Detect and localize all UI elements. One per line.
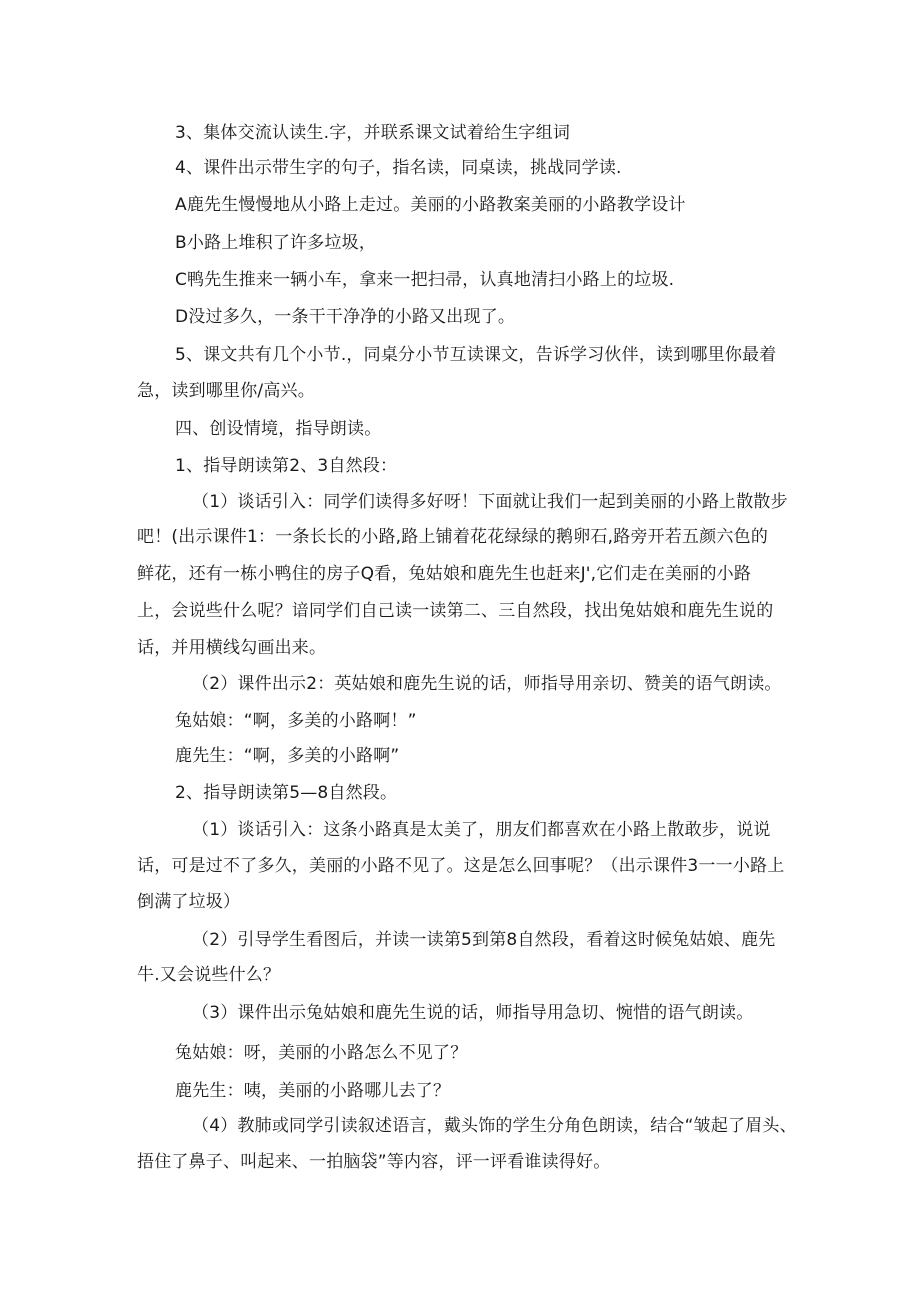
text-line: （1）谈话引入：同学们读得多好呀！下面就让我们一起到美丽的小路上散散步 (192, 492, 788, 512)
text-line: （2）引导学生看图后，并读一读第5到第8自然段，看着这时候兔姑娘、鹿先 (192, 930, 776, 950)
text-line: （4）教肺或同学引读叙述语言，戴头饰的学生分角色朗读，结合“皱起了眉头、 (192, 1116, 797, 1136)
text-line: 倒满了垃圾） (137, 892, 241, 912)
text-line: 2、指导朗读第5—8自然段。 (175, 783, 398, 803)
dialogue-line: 鹿先生：“啊，多美的小路啊” (175, 746, 400, 766)
text-line: （2）课件出示2：英姑娘和鹿先生说的话，师指导用亲切、赞美的语气朗读。 (192, 674, 782, 694)
section-heading: 四、创设情境，指导朗读。 (175, 419, 382, 439)
text-line: 急，读到哪里你/高兴。 (137, 381, 315, 401)
text-line: 话，可是过不了多久，美丽的小路不见了。这是怎么回事呢？（出示课件3一一小路上 (137, 856, 785, 876)
text-line: 话，并用横线勾画出来。 (137, 638, 327, 658)
text-line: （1）谈话引入：这条小路真是太美了，朋友们都喜欢在小路上散敢步，说说 (192, 820, 771, 840)
text-line: 牛.又会说些什么？ (137, 965, 281, 985)
text-line: 1、指导朗读第2、3自然段： (175, 456, 398, 476)
text-line: B小路上堆积了许多垃圾， (175, 233, 377, 253)
text-line: 吧！(出示课件1：一条长长的小路,路上铺着花花绿绿的鹅卵石,路旁开若五颜六色的 (137, 527, 769, 547)
dialogue-line: 兔姑娘：呀，美丽的小路怎么不见了？ (175, 1043, 468, 1063)
text-line: 上，会说些什么呢？谙同学们自己读一读第二、三自然段，找出兔姑娘和鹿先生说的 (137, 601, 774, 621)
text-line: 3、集体交流认读生.字，并联系课文试着给生字组词 (175, 123, 571, 143)
text-line: 捂住了鼻子、叫起来、一拍脑袋”等内容，评一评看谁读得好。 (137, 1152, 611, 1172)
dialogue-line: 兔姑娘：“啊，多美的小路啊！” (175, 711, 417, 731)
text-line: D没过多久，一条干干净净的小路又出现了。 (175, 307, 516, 327)
text-line: （3）课件出示兔姑娘和鹿先生说的话，师指导用急切、惋惜的语气朗读。 (192, 1003, 754, 1023)
text-line: 4、课件出示带生字的句子，指名读，同桌读，挑战同学读. (175, 158, 622, 178)
text-line: C鸭先生推来一辆小车，拿来一把扫帚，认真地清扫小路上的垃圾. (175, 270, 675, 290)
text-line: A鹿先生慢慢地从小路上走过。美丽的小路教案美丽的小路教学设计 (175, 195, 686, 215)
text-line: 5、课文共有几个小节.，同桌分小节互读课文，告诉学习伙伴，读到哪里你最着 (175, 345, 777, 365)
dialogue-line: 鹿先生：咦，美丽的小路哪儿去了？ (175, 1081, 451, 1101)
text-line: 鲜花，还有一栋小鸭住的房子Q看，兔姑娘和鹿先生也赶来J',它们走在美丽的小路 (137, 564, 752, 584)
